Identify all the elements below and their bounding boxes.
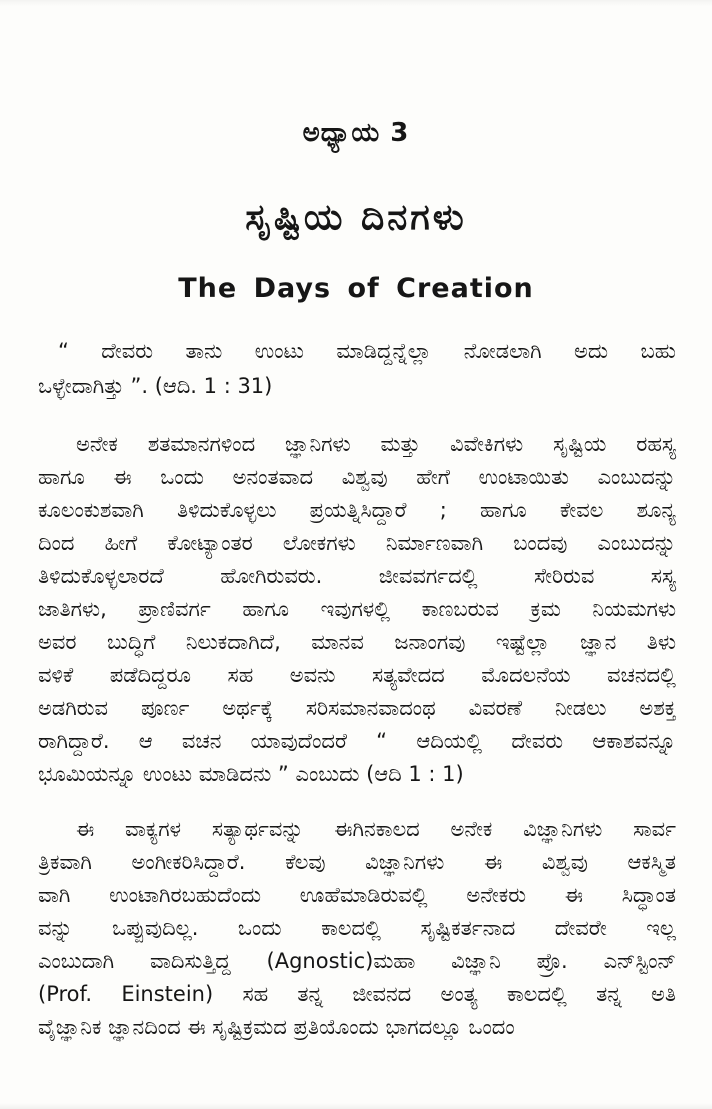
text-line: (Prof. Einstein) ಸಹ ತನ್ನ ಜೀವನದ ಅಂತ್ಯ ಕಾಲದಲ್ಲಿ ತನ್ನ ಅತಿ bbox=[38, 982, 676, 1006]
text-line: ಅನೇಕ ಶತಮಾನಗಳಿಂದ ಜ್ಞಾನಿಗಳು ಮತ್ತು ವಿವೇಕಿಗಳು ಸೃಷ್ಟಿಯ ರಹಸ್ಯ bbox=[76, 432, 676, 456]
text-line: ತ್ರಿಕವಾಗಿ ಅಂಗೀಕರಿಸಿದ್ದಾರೆ. ಕೆಲವು ವಿಜ್ಞಾನಿಗಳು ಈ ವಿಶ್ವವು ಆಕಸ್ಮಿತ bbox=[38, 850, 676, 874]
text-line: ದಿಂದ ಹೀಗೆ ಕೋಟ್ಯಾಂತರ ಲೋಕಗಳು ನಿರ್ಮಾಣವಾಗಿ ಬಂದವು ಎಂಬುದನ್ನು bbox=[38, 531, 676, 555]
text-line: ಜಾತಿಗಳು, ಪ್ರಾಣಿವರ್ಗ ಹಾಗೂ ಇವುಗಳಲ್ಲಿ ಕಾಣಬರುವ ಕ್ರಮ ನಿಯಮಗಳು bbox=[38, 597, 676, 621]
text-line: ವಳಿಕೆ ಪಡೆದಿದ್ದರೂ ಸಹ ಅವನು ಸತ್ಯವೇದದ ಮೊದಲನೆಯ ವಚನದಲ್ಲಿ bbox=[38, 663, 676, 687]
text-line: ಅವರ ಬುದ್ಧಿಗೆ ನಿಲುಕದಾಗಿದೆ, ಮಾನವ ಜನಾಂಗವು ಇಷ್ಟೆಲ್ಲಾ ಜ್ಞಾನ ತಿಳು bbox=[38, 630, 676, 654]
scripture-quote bbox=[38, 334, 676, 404]
text-line: ಈ ವಾಕ್ಯಗಳ ಸತ್ಯಾರ್ಥವನ್ನು ಈಗಿನಕಾಲದ ಅನೇಕ ವಿಜ್ಞಾನಿಗಳು ಸಾರ್ವ bbox=[76, 817, 676, 841]
paragraph-2 bbox=[38, 813, 676, 1044]
text-line: ಅಡಗಿರುವ ಪೂರ್ಣ ಅರ್ಥಕ್ಕೆ ಸರಿಸಮಾನವಾದಂಥ ವಿವರಣೆ ನೀಡಲು ಅಶಕ್ತ bbox=[38, 696, 676, 720]
page-title-english: The Days of Creation bbox=[178, 273, 534, 304]
text-line: ರಾಗಿದ್ದಾರೆ. ಆ ವಚನ ಯಾವುದೆಂದರೆ “ ಆದಿಯಲ್ಲಿ ದೇವರು ಆಕಾಶವನ್ನೂ bbox=[38, 729, 676, 753]
paragraph-1 bbox=[38, 428, 676, 791]
text-line: ತಿಳಿದುಕೊಳ್ಳಲಾರದೆ ಹೋಗಿರುವರು. ಜೀವವರ್ಗದಲ್ಲಿ ಸೇರಿರುವ ಸಸ್ಯ bbox=[38, 564, 676, 588]
text-line: ಕೂಲಂಕುಶವಾಗಿ ತಿಳಿದುಕೊಳ್ಳಲು ಪ್ರಯತ್ನಿಸಿದ್ದಾರೆ ; ಹಾಗೂ ಕೇವಲ ಶೂನ್ಯ bbox=[38, 498, 676, 522]
page-title-kannada: ಸೃಷ್ಟಿಯ ದಿನಗಳು bbox=[245, 197, 467, 238]
text-line: ಭೂಮಿಯನ್ನೂ ಉಂಟು ಮಾಡಿದನು ” ಎಂಬುದು (ಆದಿ 1 : 1) bbox=[38, 762, 464, 786]
text-line: “ ದೇವರು ತಾನು ಉಂಟು ಮಾಡಿದ್ದನ್ನೆಲ್ಲಾ ನೋಡಲಾಗಿ ಅದು ಬಹು bbox=[58, 339, 676, 363]
text-line: ವಾಗಿ ಉಂಟಾಗಿರಬಹುದೆಂದು ಊಹೆಮಾಡಿರುವಲ್ಲಿ ಅನೇಕರು ಈ ಸಿದ್ಧಾಂತ bbox=[38, 883, 676, 907]
text-line: ಹಾಗೂ ಈ ಒಂದು ಅನಂತವಾದ ವಿಶ್ವವು ಹೇಗೆ ಉಂಟಾಯಿತು ಎಂಬುದನ್ನು bbox=[38, 465, 676, 489]
scan-edge-top bbox=[0, 0, 712, 6]
text-line: ಎಂಬುದಾಗಿ ವಾದಿಸುತ್ತಿದ್ದ (Agnostic)ಮಹಾ ವಿಜ್ಞಾನಿ ಪ್ರೊ. ಎನ್‌ಸ್ಟಿಂನ್ bbox=[38, 949, 676, 973]
text-line: ವನ್ನು ಒಪ್ಪುವುದಿಲ್ಲ. ಒಂದು ಕಾಲದಲ್ಲಿ ಸೃಷ್ಟಿಕರ್ತನಾದ ದೇವರೇ ಇಲ್ಲ bbox=[38, 916, 676, 940]
text-line: ವೈಜ್ಞಾನಿಕ ಜ್ಞಾನದಿಂದ ಈ ಸೃಷ್ಟಿಕ್ರಮದ ಪ್ರತಿಯೊಂದು ಭಾಗದಲ್ಲೂ ಒಂದಂ bbox=[38, 1015, 515, 1039]
scan-edge-bottom bbox=[0, 1103, 712, 1109]
chapter-heading: ಅಧ್ಯಾಯ 3 bbox=[302, 118, 410, 148]
text-line: ಒಳ್ಳೇದಾಗಿತ್ತು ”. (ಆದಿ. 1 : 31) bbox=[38, 374, 273, 398]
